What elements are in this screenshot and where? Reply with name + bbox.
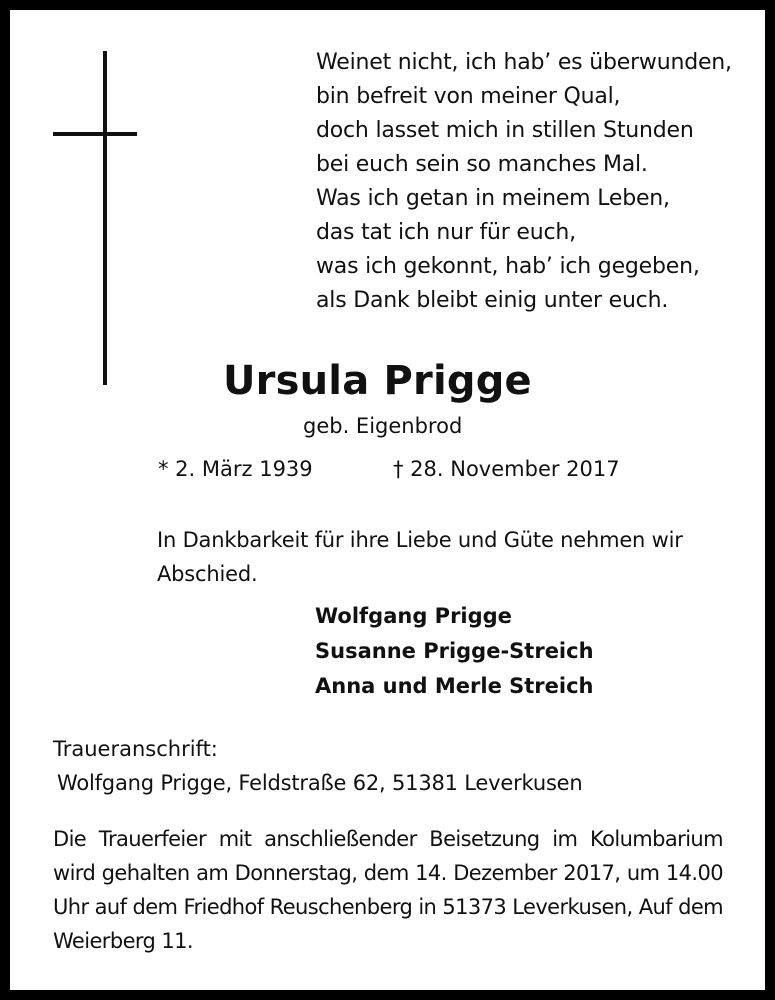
- poem-line: bei euch sein so manches Mal.: [316, 152, 648, 177]
- signer-name: Anna und Merle Streich: [315, 674, 594, 698]
- poem-line: was ich gekonnt, hab’ ich gegeben,: [316, 254, 700, 279]
- deceased-name: Ursula Prigge: [223, 358, 532, 404]
- maiden-name: geb. Eigenbrod: [303, 414, 463, 438]
- thanks-text: In Dankbarkeit für ihre Liebe und Güte nehmen wir Abschied.: [157, 528, 683, 586]
- address-label: Traueranschrift:: [53, 737, 218, 761]
- cross-icon-horizontal: [53, 132, 137, 136]
- poem-line: das tat ich nur für euch,: [316, 220, 576, 245]
- poem: [316, 46, 756, 318]
- signer-name: Wolfgang Prigge: [315, 604, 512, 628]
- address-value: Wolfgang Prigge, Feldstraße 62, 51381 Leverkusen: [57, 771, 583, 795]
- birth-date: * 2. März 1939: [158, 457, 313, 481]
- poem-line: doch lasset mich in stillen Stunden: [316, 118, 694, 143]
- poem-line: Was ich getan in meinem Leben,: [316, 186, 670, 211]
- poem-line: Weinet nicht, ich hab’ es überwunden,: [316, 50, 732, 75]
- poem-line: als Dank bleibt einig unter euch.: [316, 288, 669, 313]
- signer-name: Susanne Prigge-Streich: [315, 639, 594, 663]
- poem-line: bin befreit von meiner Qual,: [316, 84, 621, 109]
- cross-icon-vertical: [103, 51, 107, 385]
- death-date: † 28. November 2017: [393, 457, 620, 481]
- signers: [315, 599, 594, 704]
- ceremony-text: Die Trauerfeier mit anschließender Beisetzung im Kolumbarium wird gehalten am Donnerstag, dem 14. Dezember 2017, um 14.00 Uhr auf dem Friedhof Reuschenberg in 51373 Leverkusen, Auf dem Weierberg 11.: [53, 827, 723, 953]
